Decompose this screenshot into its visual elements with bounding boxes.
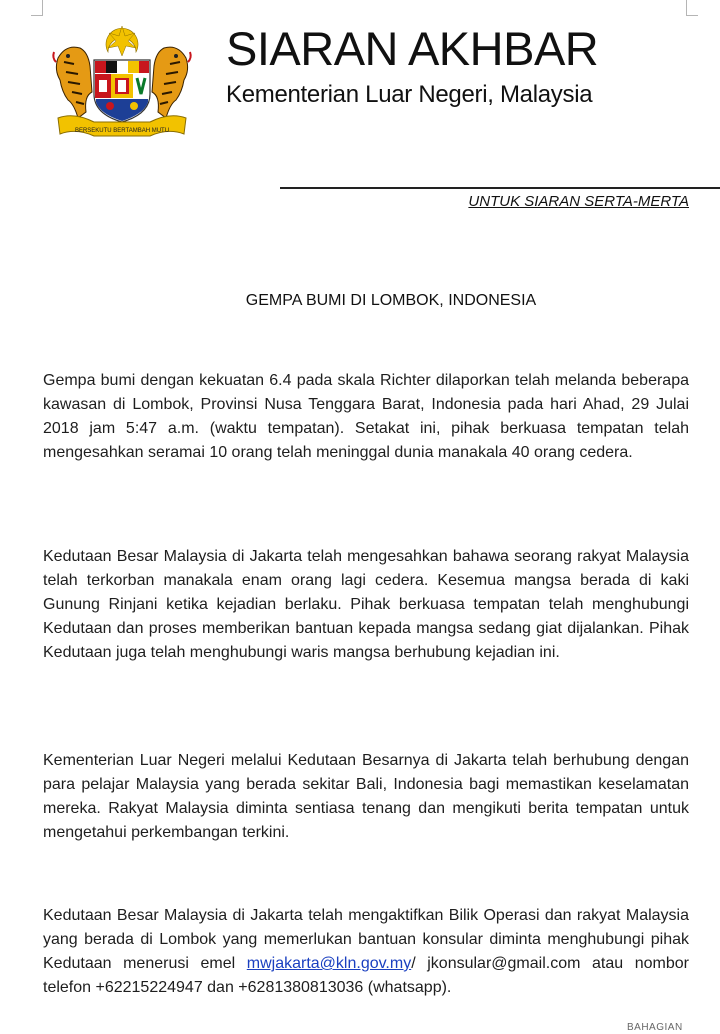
paragraph-1: Gempa bumi dengan kekuatan 6.4 pada skala Richter dilaporkan telah melanda beberapa kawasan di Lombok, Provinsi Nusa Tenggara Barat, Indonesia pada hari Ahad, 29 Julai 2018 jam 5:47 a.m. (waktu tempatan). Setakat ini, pihak berkuasa tempatan telah mengesahkan seramai 10 orang telah meninggal dunia manakala 40 orang cedera. <box>43 372 689 461</box>
ministry-name: Kementerian Luar Negeri, Malaysia <box>226 81 593 108</box>
paragraph-2: Kedutaan Besar Malaysia di Jakarta telah mengesahkan bahawa seorang rakyat Malaysia telah terkorban manakala enam orang lagi cedera. Kesemua mangsa berada di kaki Gunung Rinjani ketika kejadian berlaku. Pihak berkuasa tempatan telah menghubungi Kedutaan dan proses memberikan bantuan kepada mangsa sedang giat dijalankan. Pihak Kedutaan juga telah menghubungi waris mangsa berhubung kejadian ini. <box>43 548 689 661</box>
paragraph-4-text-before: Kedutaan Besar Malaysia di Jakarta telah mengaktifkan Bilik Operasi dan rakyat Malaysia yang berada di Lombok yang memerlukan bantuan konsular diminta menghubungi pihak Kedutaan menerusi emel <box>43 907 689 972</box>
header-divider <box>280 187 720 189</box>
page-corner-mark-left <box>31 0 43 16</box>
paragraph-4 <box>43 904 689 1000</box>
malaysia-coat-of-arms-icon <box>44 22 200 140</box>
document-title: SIARAN AKHBAR <box>226 22 599 75</box>
embassy-email-link[interactable]: mwjakarta@kln.gov.my <box>246 955 412 972</box>
paragraph-4-text-after: / jkonsular@gmail.com atau nombor telefon +62215224947 dan +6281380813036 (whatsapp). <box>43 955 689 996</box>
paragraph-3: Kementerian Luar Negeri melalui Kedutaan Besarnya di Jakarta telah berhubung dengan para pelajar Malaysia yang berada sekitar Bali, Indonesia bagi memastikan keselamatan mereka. Rakyat Malaysia diminta sentiasa tenang dan mengikuti berita tempatan untuk mengetahui perkembangan terkini. <box>43 752 689 841</box>
page-corner-mark-right <box>686 0 698 16</box>
release-label: UNTUK SIARAN SERTA-MERTA <box>468 193 689 210</box>
footer-department-label: BAHAGIAN <box>627 1022 683 1033</box>
press-headline: GEMPA BUMI DI LOMBOK, INDONESIA <box>245 292 537 309</box>
svg-text:BERSEKUTU BERTAMBAH MUTU: BERSEKUTU BERTAMBAH MUTU <box>74 128 170 134</box>
